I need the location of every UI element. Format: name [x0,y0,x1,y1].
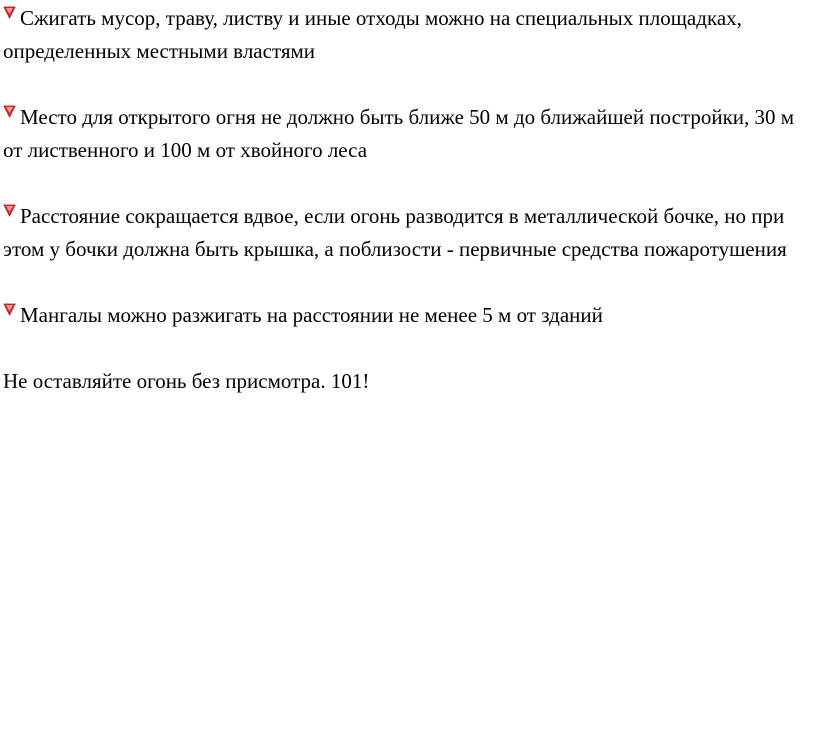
red-triangle-bullet-icon [3,204,16,217]
bullet-text-4: Мангалы можно разжигать на расстоянии не менее 5 м от зданий [20,303,603,327]
bullet-item-3 [3,200,808,266]
red-triangle-bullet-icon [3,105,16,118]
bullet-item-1 [3,2,808,68]
bullet-text-2: Место для открытого огня не должно быть ближе 50 м до ближайшей постройки, 30 м от лиственного и 100 м от хвойного леса [3,105,795,162]
red-triangle-bullet-icon [3,303,16,316]
bullet-text-1: Сжигать мусор, траву, листву и иные отходы можно на специальных площадках, определенных местными властями [3,6,742,63]
bullet-item-2 [3,101,808,167]
red-triangle-bullet-icon [3,6,16,19]
closing-statement: Не оставляйте огонь без присмотра. 101! [3,369,370,393]
bullet-item-4 [3,299,808,332]
bullet-text-3: Расстояние сокращается вдвое, если огонь разводится в металлической бочке, но при этом у бочки должна быть крышка, а поблизости - первичные средства пожаротушения [3,204,787,261]
